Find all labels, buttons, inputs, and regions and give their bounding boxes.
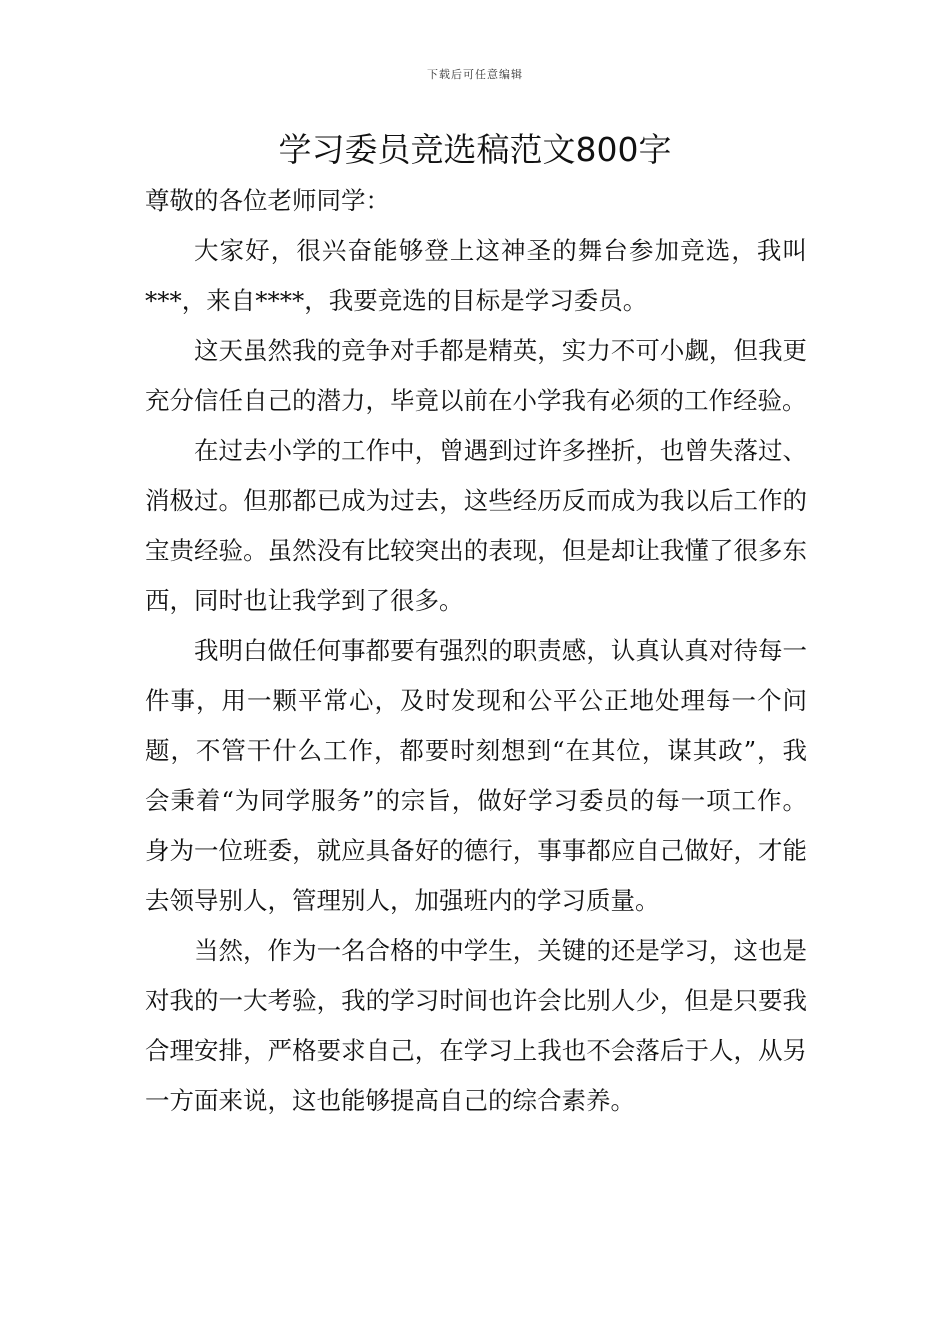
paragraph-responsibility: 我明白做任何事都要有强烈的职责感，认真认真对待每一件事，用一颗平常心，及时发现和公平公正地处理每一个问题，不管干什么工作，都要时刻想到“在其位，谋其政”，我会秉着“为同学服务”的宗旨，做好学习委员的每一项工作。身为一位班委，就应具备好的德行，事事都应自己做好，才能去领导别人，管理别人，加强班内的学习质量。 [145, 636, 807, 915]
paragraph-past-experience: 在过去小学的工作中，曾遇到过许多挫折，也曾失落过、消极过。但那都已成为过去，这些经历反而成为我以后工作的宝贵经验。虽然没有比较突出的表现，但是却让我懂了很多东西，同时也让我学到了很多。 [145, 436, 807, 615]
salutation: 尊敬的各位老师同学： [145, 186, 390, 215]
document-title: 学习委员竞选稿范文800字 [278, 130, 672, 169]
paragraph-confidence: 这天虽然我的竞争对手都是精英，实力不可小觑，但我更充分信任自己的潜力，毕竟以前在小学我有必须的工作经验。 [145, 336, 807, 415]
document-body [145, 176, 807, 1126]
paragraph-study: 当然，作为一名合格的中学生，关键的还是学习，这也是对我的一大考验，我的学习时间也许会比别人少，但是只要我合理安排，严格要求自己，在学习上我也不会落后于人，从另一方面来说，这也能够提高自己的综合素养。 [145, 936, 807, 1115]
paragraph-greeting: 大家好，很兴奋能够登上这神圣的舞台参加竞选，我叫***，来自****，我要竞选的目标是学习委员。 [145, 236, 807, 315]
header-note: 下载后可任意编辑 [427, 68, 523, 81]
